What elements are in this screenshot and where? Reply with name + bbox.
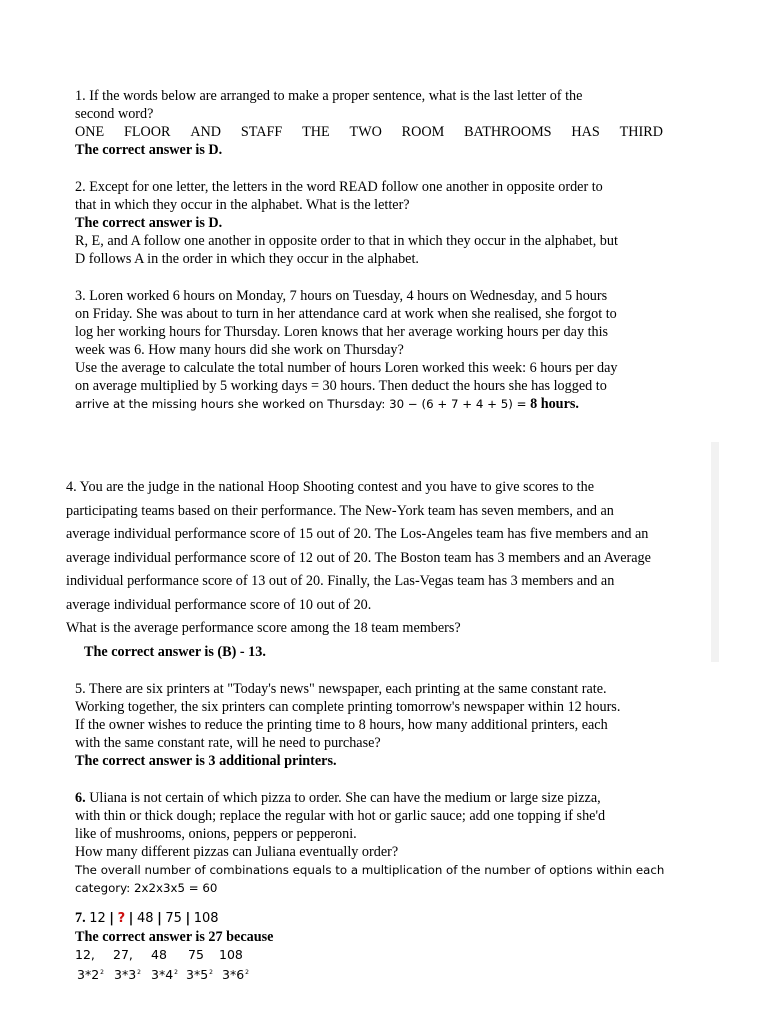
word: BATHROOMS (464, 124, 552, 140)
word: HAS (571, 124, 600, 140)
question-2-line: 2. Except for one letter, the letters in the word READ follow one another in opposite order to (75, 179, 603, 195)
sequence-item: 48 (136, 911, 154, 926)
question-5-line: If the owner wishes to reduce the printing time to 8 hours, how many additional printers, each (75, 717, 608, 733)
sequence-separator: | (109, 911, 115, 926)
question-7-sequence (75, 909, 273, 928)
question-3-line: log her working hours for Thursday. Loren knows that her average working hours per day this (75, 324, 609, 340)
question-3-last-line (75, 395, 618, 413)
question-1-line: 1. If the words below are arranged to make a proper sentence, what is the last letter of the (75, 88, 583, 104)
question-7-values (75, 946, 273, 964)
expression: 3*32 (114, 967, 141, 982)
word: AND (190, 124, 222, 140)
question-4-line: 4. You are the judge in the national Hoop Shooting contest and you have to give scores to the (66, 479, 594, 495)
word: FLOOR (123, 124, 171, 140)
question-4-answer: The correct answer is (B) - 13. (84, 643, 266, 660)
question-1-line: second word? (75, 106, 154, 122)
word: THE (302, 124, 330, 140)
sequence-item: 75 (165, 911, 182, 926)
question-6-number: 6. (75, 790, 86, 806)
word: ONE (75, 124, 105, 140)
question-1-answer: The correct answer is D. (75, 142, 223, 158)
value: 12, (75, 947, 95, 962)
question-3-formula: arrive at the missing hours she worked on Thursday: 30 − (6 + 7 + 4 + 5) = (75, 397, 527, 411)
word: TWO (349, 124, 382, 140)
question-5-line: 5. There are six printers at "Today's news" newspaper, each printing at the same constant rate. (75, 681, 607, 697)
question-6-line (75, 789, 664, 807)
question-5-line: Working together, the six printers can complete printing tomorrow's newspaper within 12 hours. (75, 699, 621, 715)
word: THIRD (619, 124, 663, 140)
question-6-line: like of mushrooms, onions, peppers or pepperoni. (75, 826, 357, 842)
question-4-line: participating teams based on their performance. The New-York team has seven members, and an (66, 502, 614, 519)
sequence-item: 12 (89, 911, 106, 926)
question-1-words (75, 123, 663, 141)
expression: 3*52 (186, 967, 213, 982)
question-7-exprs (77, 964, 273, 984)
question-5 (75, 680, 620, 770)
question-4-line: individual performance score of 13 out of 20. Finally, the Las-Vegas team has 3 members and an (66, 573, 615, 589)
question-6-line: with thin or thick dough; replace the regular with hot or garlic sauce; add one topping if she'd (75, 808, 606, 824)
value: 27, (113, 947, 133, 962)
question-6-explanation: category: 2x2x3x5 = 60 (75, 881, 218, 895)
sequence-separator: | (185, 911, 191, 926)
question-3-line: 3. Loren worked 6 hours on Monday, 7 hours on Tuesday, 4 hours on Wednesday, and 5 hours (75, 288, 608, 304)
question-4-line: average individual performance score of 10 out of 20. (66, 596, 372, 613)
question-3-line: on Friday. She was about to turn in her attendance card at work when she realised, she forgot to (75, 306, 617, 322)
question-3 (75, 287, 618, 413)
word: STAFF (240, 124, 283, 140)
value: 75 (188, 947, 204, 962)
question-2-line: that in which they occur in the alphabet. What is the letter? (75, 197, 410, 213)
expression: 3*42 (151, 967, 178, 982)
question-7 (75, 909, 273, 984)
question-2-answer: The correct answer is D. (75, 215, 223, 231)
question-2-explanation: D follows A in the order in which they occur in the alphabet. (75, 251, 419, 267)
question-3-line: week was 6. How many hours did she work on Thursday? (75, 342, 404, 358)
question-4-line: average individual performance score of 15 out of 20. The Los-Angeles team has five members and an (66, 526, 649, 542)
word: ROOM (401, 124, 445, 140)
question-3-line: on average multiplied by 5 working days = 30 hours. Then deduct the hours she has logged to (75, 378, 607, 394)
question-5-line: with the same constant rate, will he need to purchase? (75, 735, 381, 751)
sequence-separator: | (128, 911, 134, 926)
sequence-separator: | (157, 911, 162, 926)
question-6-line: How many different pizzas can Juliana eventually order? (75, 844, 399, 860)
expression: 3*22 (77, 967, 104, 982)
question-4 (66, 476, 651, 664)
question-6-first-line: Uliana is not certain of which pizza to order. She can have the medium or large size pizza, (89, 790, 601, 806)
question-6-explanation: The overall number of combinations equals to a multiplication of the number of options within each (75, 863, 665, 877)
sequence-item: 108 (193, 911, 219, 926)
value: 48 (151, 947, 167, 962)
question-3-answer: 8 hours. (530, 396, 579, 412)
question-7-number: 7. (75, 910, 86, 926)
question-2-explanation: R, E, and A follow one another in opposite order to that in which they occur in the alphabet, but (75, 233, 618, 249)
question-6 (75, 789, 664, 897)
question-4-line: average individual performance score of 12 out of 20. The Boston team has 3 members and an Average (66, 549, 651, 566)
sequence-missing: ? (117, 911, 126, 926)
question-1 (75, 87, 663, 159)
question-4-question: What is the average performance score among the 18 team members? (66, 620, 461, 636)
question-5-answer: The correct answer is 3 additional printers. (75, 753, 337, 769)
question-3-line: Use the average to calculate the total number of hours Loren worked this week: 6 hours per day (75, 360, 618, 376)
question-7-answer: The correct answer is 27 because (75, 929, 274, 945)
value: 108 (219, 947, 243, 962)
question-2 (75, 178, 618, 268)
expression: 3*62 (222, 967, 249, 982)
scrollbar-track (711, 442, 719, 662)
